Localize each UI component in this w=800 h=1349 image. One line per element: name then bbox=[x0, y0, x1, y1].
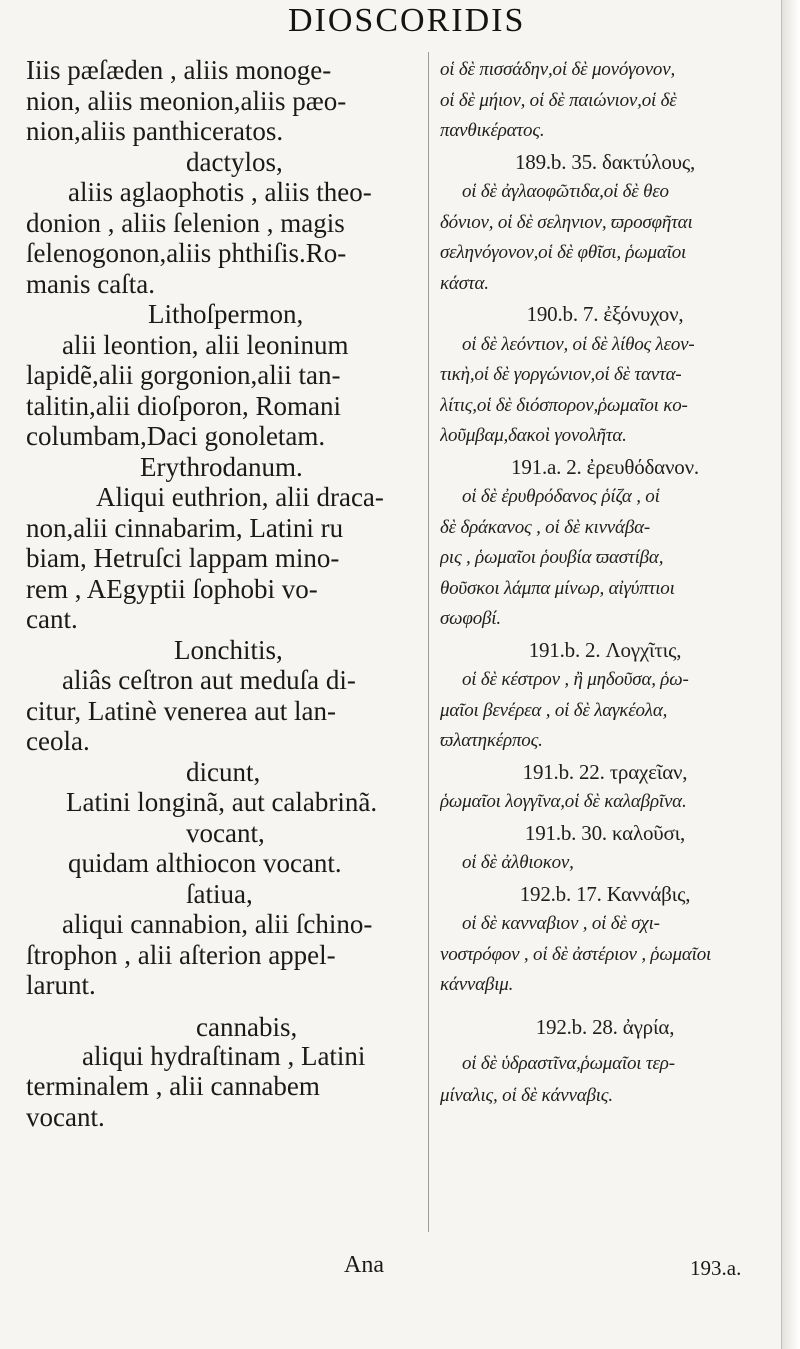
greek-ref-line: 192.b. 17. Καννάβις, bbox=[519, 881, 691, 906]
latin-line: aliqui hydraſtinam , Latini bbox=[82, 1040, 366, 1071]
greek-line: λοῦμβαμ,δακοὶ γονολῆτα. bbox=[440, 425, 627, 446]
latin-line: nion,aliis panthiceratos. bbox=[26, 116, 284, 146]
latin-line: columbam,Daci gonoletam. bbox=[26, 421, 326, 451]
greek-line: κάνναβιμ. bbox=[440, 974, 514, 995]
latin-column bbox=[26, 55, 420, 1132]
latin-line: Lithoſpermon, bbox=[148, 299, 304, 329]
latin-line: aliâs ceſtron aut meduſa di- bbox=[62, 665, 356, 695]
greek-line: σωφοβί. bbox=[440, 608, 501, 629]
latin-line: terminalem , alii cannabem bbox=[26, 1071, 320, 1101]
latin-line: cannabis, bbox=[196, 1011, 298, 1041]
greek-line: δὲ δράκανος , οἱ δὲ κιννάβα- bbox=[440, 516, 650, 538]
latin-line: Aliqui euthrion, alii draca- bbox=[96, 482, 384, 512]
running-head: DIOSCORIDIS bbox=[288, 2, 526, 39]
greek-line: ρις , ῥωμαῖοι ῥουβία ϖαστίβα, bbox=[440, 547, 664, 568]
latin-line: ſelenogonon,aliis phthiſis.Ro- bbox=[26, 238, 347, 268]
greek-ref-line: 190.b. 7. ἐξόνυχον, bbox=[526, 302, 684, 326]
greek-ref-line: 191.a. 2. ἐρευθόδανον. bbox=[511, 454, 699, 479]
catchword: Ana bbox=[344, 1252, 384, 1278]
column-divider bbox=[428, 52, 429, 1232]
latin-line: quidam althiocon vocant. bbox=[68, 848, 342, 878]
greek-ref-line: 191.b. 22. τραχεῖαν, bbox=[522, 759, 688, 784]
greek-line: κάστα. bbox=[440, 272, 489, 294]
greek-line: πανθικέρατος. bbox=[440, 120, 545, 141]
greek-line: οἱ δὲ ἐρυθρόδανος ῥίζα , οἱ bbox=[462, 486, 660, 507]
greek-line: δόνιον, οἱ δὲ σεληνιον, ϖροσφῆται bbox=[440, 211, 693, 233]
latin-line: donion , aliis ſelenion , magis bbox=[26, 207, 345, 238]
page-reference: 193.a. bbox=[690, 1256, 742, 1280]
latin-line: Latini longinã, aut calabrinã. bbox=[66, 787, 378, 817]
greek-ref-line: 191.b. 2. Λογχῖτις, bbox=[528, 637, 682, 662]
latin-line: non,alii cinnabarim, Latini ru bbox=[26, 512, 344, 543]
latin-line: dicunt, bbox=[186, 756, 261, 787]
greek-column bbox=[440, 55, 770, 1111]
latin-line: vocant. bbox=[26, 1101, 105, 1132]
greek-line: οἱ δὲ κανναβιον , οἱ δὲ σχι- bbox=[462, 913, 660, 934]
greek-line: οἱ δὲ πισσάδην,οἱ δὲ μονόγονον, bbox=[440, 59, 676, 80]
latin-line: Iiis pæſæden , aliis monoge- bbox=[26, 55, 332, 85]
greek-line: μαῖοι βενέρεα , οἱ δὲ λαγκέολα, bbox=[440, 699, 668, 721]
greek-line: ῥωμαῖοι λογγῖνα,οἱ δὲ καλαβρῖνα. bbox=[440, 791, 687, 812]
greek-line: θοῦσκοι λάμπα μίνωρ, αἰγύπτιοι bbox=[440, 577, 675, 599]
latin-line: rem , AEgyptii ſophobi vo- bbox=[26, 573, 318, 604]
greek-line: σεληνόγονον,οἱ δὲ φθῖσι, ῥωμαῖοι bbox=[440, 242, 687, 263]
latin-line: Lonchitis, bbox=[174, 634, 283, 665]
greek-line: οἱ δὲ ἀλθιοκον, bbox=[462, 852, 574, 873]
latin-line: citur, Latinè venerea aut lan- bbox=[26, 695, 336, 726]
greek-line: οἱ δὲ μήιον, οἱ δὲ παιώνιον,οἱ δὲ bbox=[440, 89, 677, 111]
latin-line: nion, aliis meonion,aliis pæo- bbox=[26, 85, 347, 116]
latin-line: ſtrophon , alii aſterion appel- bbox=[26, 939, 336, 970]
latin-line: cant. bbox=[26, 604, 78, 634]
greek-line: τικὴ,οἱ δὲ γοργώνιον,οἱ δὲ ταντα- bbox=[440, 364, 682, 385]
greek-line: οἱ δὲ ὑδραστῖνα,ῥωμαῖοι τερ- bbox=[462, 1052, 675, 1074]
latin-line: talitin,alii dioſporon, Romani bbox=[26, 390, 341, 421]
greek-line: οἱ δὲ λεόντιον, οἱ δὲ λίθος λεον- bbox=[462, 333, 695, 355]
latin-line: ſatiua, bbox=[186, 878, 253, 909]
greek-line: ϖλατηκέρπος. bbox=[440, 730, 543, 751]
greek-ref-line: 192.b. 28. ἀγρία, bbox=[535, 1014, 675, 1039]
latin-line: lapidẽ,alii gorgonion,alii tan- bbox=[26, 360, 341, 390]
latin-line: biam, Hetruſci lappam mino- bbox=[26, 543, 340, 573]
latin-line: alii leontion, alii leoninum bbox=[62, 329, 349, 360]
latin-line: aliis aglaophotis , aliis theo- bbox=[68, 177, 372, 207]
greek-line: λίτις,οἱ δὲ διόσπορον,ῥωμαῖοι κο- bbox=[440, 394, 688, 416]
latin-line: ceola. bbox=[26, 726, 90, 756]
greek-line: οἱ δὲ κέστρον , ἢ μηδοῦσα, ῥω- bbox=[462, 669, 689, 690]
latin-line: aliqui cannabion, alii ſchino- bbox=[62, 909, 373, 939]
latin-line: manis caſta. bbox=[26, 268, 155, 299]
page-edge bbox=[782, 0, 800, 1349]
greek-line: οἱ δὲ ἀγλαοφῶτιδα,οἱ δὲ θεο bbox=[462, 181, 669, 202]
latin-line: vocant, bbox=[186, 817, 265, 848]
latin-line: larunt. bbox=[26, 970, 96, 1000]
latin-line: dactylos, bbox=[186, 146, 283, 177]
greek-line: μίναλις, οἱ δὲ κάνναβις. bbox=[440, 1084, 613, 1106]
greek-ref-line: 189.b. 35. δακτύλους, bbox=[514, 149, 695, 174]
greek-line: νοστρόφον , οἱ δὲ ἀστέριον , ῥωμαῖοι bbox=[440, 943, 712, 965]
latin-line: Erythrodanum. bbox=[140, 451, 303, 482]
greek-ref-line: 191.b. 30. καλοῦσι, bbox=[524, 820, 686, 845]
